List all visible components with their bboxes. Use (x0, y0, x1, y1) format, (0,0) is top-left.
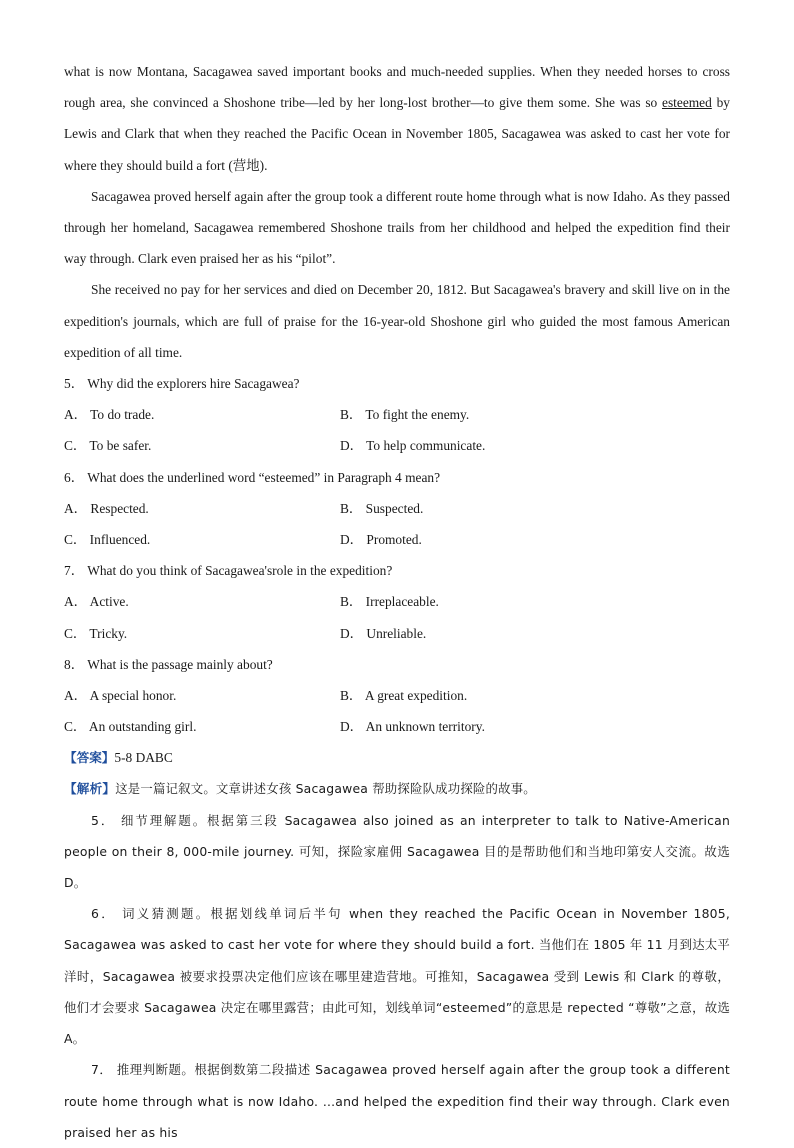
analysis-tag: 【解析】 (64, 781, 116, 797)
option-d: D． To help communicate. (340, 438, 486, 454)
option-row (64, 399, 730, 430)
question-7 (64, 555, 730, 649)
option-row (64, 618, 730, 649)
question-stem: 5． Why did the explorers hire Sacagawea? (64, 376, 300, 392)
option-b: B． Suspected. (340, 500, 424, 516)
document-page (64, 56, 730, 1148)
passage-paragraph-3-end (64, 56, 730, 181)
option-b: B． A great expedition. (340, 687, 468, 703)
answer-line (64, 742, 730, 773)
analysis-q6: 6． 词义猜测题。根据划线单词后半句 when they reached the Pacific Ocean in November 1805, Sacagawea was asked to cast her vote for where they should build a fort. 当他们在 1805 年 11 月到达太平洋时，Sacagawea 被要求投票决定他们应该在哪里建造营地。可推知，Sacagawea 受到 Lewis 和 Clark 的尊敬，他们才会要求 Sacagawea 决定在哪里露营；由此可知，划线单词“esteemed”的意思是 repected “尊敬”之意，故选 A。 (64, 906, 730, 1047)
option-c: C． An outstanding girl. (64, 719, 197, 735)
option-row (64, 493, 730, 524)
option-row (64, 524, 730, 555)
analysis-intro (64, 773, 730, 804)
passage-text: by Lewis and Clark that when they reached the Pacific Ocean in November 1805, Sacagawea was asked to cast her vote for where they should build a fort (营地). (64, 95, 730, 173)
underlined-word-esteemed: esteemed (662, 95, 712, 111)
answer-tag: 【答案】 (64, 750, 115, 766)
question-6 (64, 462, 730, 556)
passage-paragraph-5: She received no pay for her services and died on December 20, 1812. But Sacagawea's bravery and skill live on in the expedition's journals, which are full of praise for the 16-year-old Shoshone girl who guided the most famous American expedition of all time. (64, 282, 730, 360)
analysis-q5: 5． 细节理解题。根据第三段 Sacagawea also joined as an interpreter to talk to Native-American people on their 8, 000-mile journey. 可知，探险家雇佣 Sacagawea 目的是帮助他们和当地印第安人交流。故选 D。 (64, 812, 730, 891)
passage-paragraph-4: Sacagawea proved herself again after the group took a different route home through what is now Idaho. As they passed through her homeland, Sacagawea remembered Shoshone trails from her childhood and helped the expedition find their way through. Clark even praised her as his “pilot”. (64, 188, 730, 267)
option-d: D． Promoted. (340, 531, 422, 547)
analysis-intro-text: 这是一篇记叙文。文章讲述女孩 Sacagawea 帮助探险队成功探险的故事。 (115, 781, 536, 797)
option-a: A． To do trade. (64, 407, 155, 423)
question-8 (64, 649, 730, 743)
option-a: A． Respected. (64, 500, 149, 516)
option-d: D． Unreliable. (340, 625, 427, 641)
option-c: C． Tricky. (64, 625, 128, 641)
passage-text: what is now Montana, Sacagawea saved important books and much-needed supplies. When they needed horses to cross rough area, she convinced a Shoshone tribe—led by her long-lost brother—to give them some. She was so (64, 64, 730, 111)
option-row (64, 430, 730, 461)
option-row (64, 711, 730, 742)
question-stem: 7． What do you think of Sacagawea'srole in the expedition? (64, 563, 393, 579)
analysis-q7: 7． 推理判断题。根据倒数第二段描述 Sacagawea proved herself again after the group took a different route home through what is now Idaho. …and helped the expedition find their way through. Clark even praised her as his (64, 1062, 730, 1140)
option-b: B． To fight the enemy. (340, 407, 470, 423)
option-a: A． Active. (64, 594, 129, 610)
option-row (64, 586, 730, 617)
option-d: D． An unknown territory. (340, 719, 485, 735)
option-c: C． Influenced. (64, 531, 151, 547)
option-c: C． To be safer. (64, 438, 152, 454)
question-stem: 8． What is the passage mainly about? (64, 656, 273, 672)
question-5 (64, 368, 730, 462)
option-a: A． A special honor. (64, 687, 177, 703)
question-stem: 6． What does the underlined word “esteemed” in Paragraph 4 mean? (64, 469, 441, 485)
answer-text: 5-8 DABC (114, 750, 173, 766)
option-b: B． Irreplaceable. (340, 594, 439, 610)
option-row (64, 680, 730, 711)
